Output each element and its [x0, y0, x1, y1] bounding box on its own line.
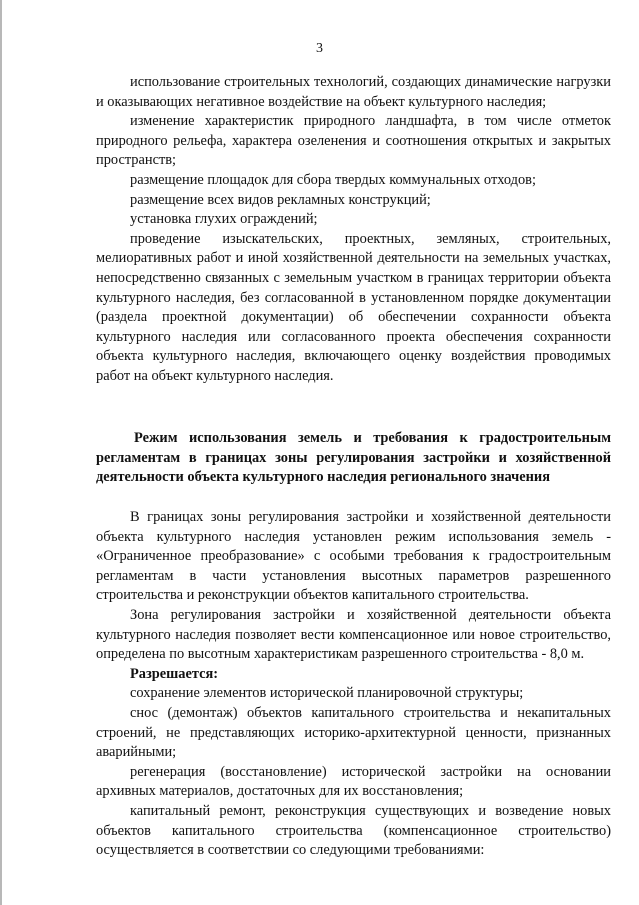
list-item: капитальный ремонт, реконструкция существующих и возведение новых объектов капитального строительства (компенсационное строительство) осуществляется в соответствии со следующими требованиями:	[96, 802, 611, 859]
list-item: установка глухих ограждений;	[130, 211, 318, 228]
paragraph: В границах зоны регулирования застройки и хозяйственной деятельности объекта культурного наследия установлен режим использования земель - «Ограниченное преобразование» с особыми требования к градостроительным регламентам в части установления высотных параметров разрешенного строительства и реконструкции объектов капитального строительства.	[96, 509, 611, 604]
list-item: размещение всех видов рекламных конструкций;	[130, 191, 431, 208]
list-item: изменение характеристик природного ландшафта, в том числе отметок природного рельефа, характера озеленения и соотношения открытых и закрытых пространств;	[96, 113, 611, 169]
list-item: регенерация (восстановление) исторической застройки на основании архивных материалов, достаточных для их восстановления;	[96, 763, 611, 800]
list-item: размещение площадок для сбора твердых коммунальных отходов;	[130, 171, 536, 188]
list-item: сохранение элементов исторической планировочной структуры;	[130, 685, 524, 702]
zone-regulation-text	[96, 508, 611, 861]
section-heading-block	[96, 429, 611, 488]
allowed-label: Разрешается:	[130, 665, 219, 682]
list-item: использование строительных технологий, создающих динамические нагрузки и оказывающих негативное воздействие на объект культурного наследия;	[96, 74, 611, 110]
page-left-edge	[0, 0, 2, 905]
allowed-label-line	[96, 665, 611, 685]
page-number: 3	[316, 41, 323, 56]
section-heading: Режим использования земель и требования к градостроительным регламентам в границах зоны регулирования застройки и хозяйственной деятельности объекта культурного наследия регионального значения	[96, 430, 611, 486]
list-item: проведение изыскательских, проектных, земляных, строительных, мелиоративных работ и иной хозяйственной деятельности на земельных участках, непосредственно связанных с земельным участком в границах территории объекта культурного наследия, без согласованной в установленном порядке документации (раздела проектной документации) об обеспечении сохранности объекта культурного наследия или согласованного проекта обеспечения сохранности объекта культурного наследия, включающего оценку воздействия проводимых работ на объект культурного наследия.	[96, 230, 611, 384]
paragraph: Зона регулирования застройки и хозяйственной деятельности объекта культурного наследия позволяет вести компенсационное или новое строительство, определена по высотным характеристикам разрешенного строительства - 8,0 м.	[96, 606, 611, 663]
prohibited-list	[96, 73, 611, 387]
list-item: снос (демонтаж) объектов капитального строительства и некапитальных строений, не представляющих историко-архитектурной ценности, признанных аварийными;	[96, 704, 611, 761]
